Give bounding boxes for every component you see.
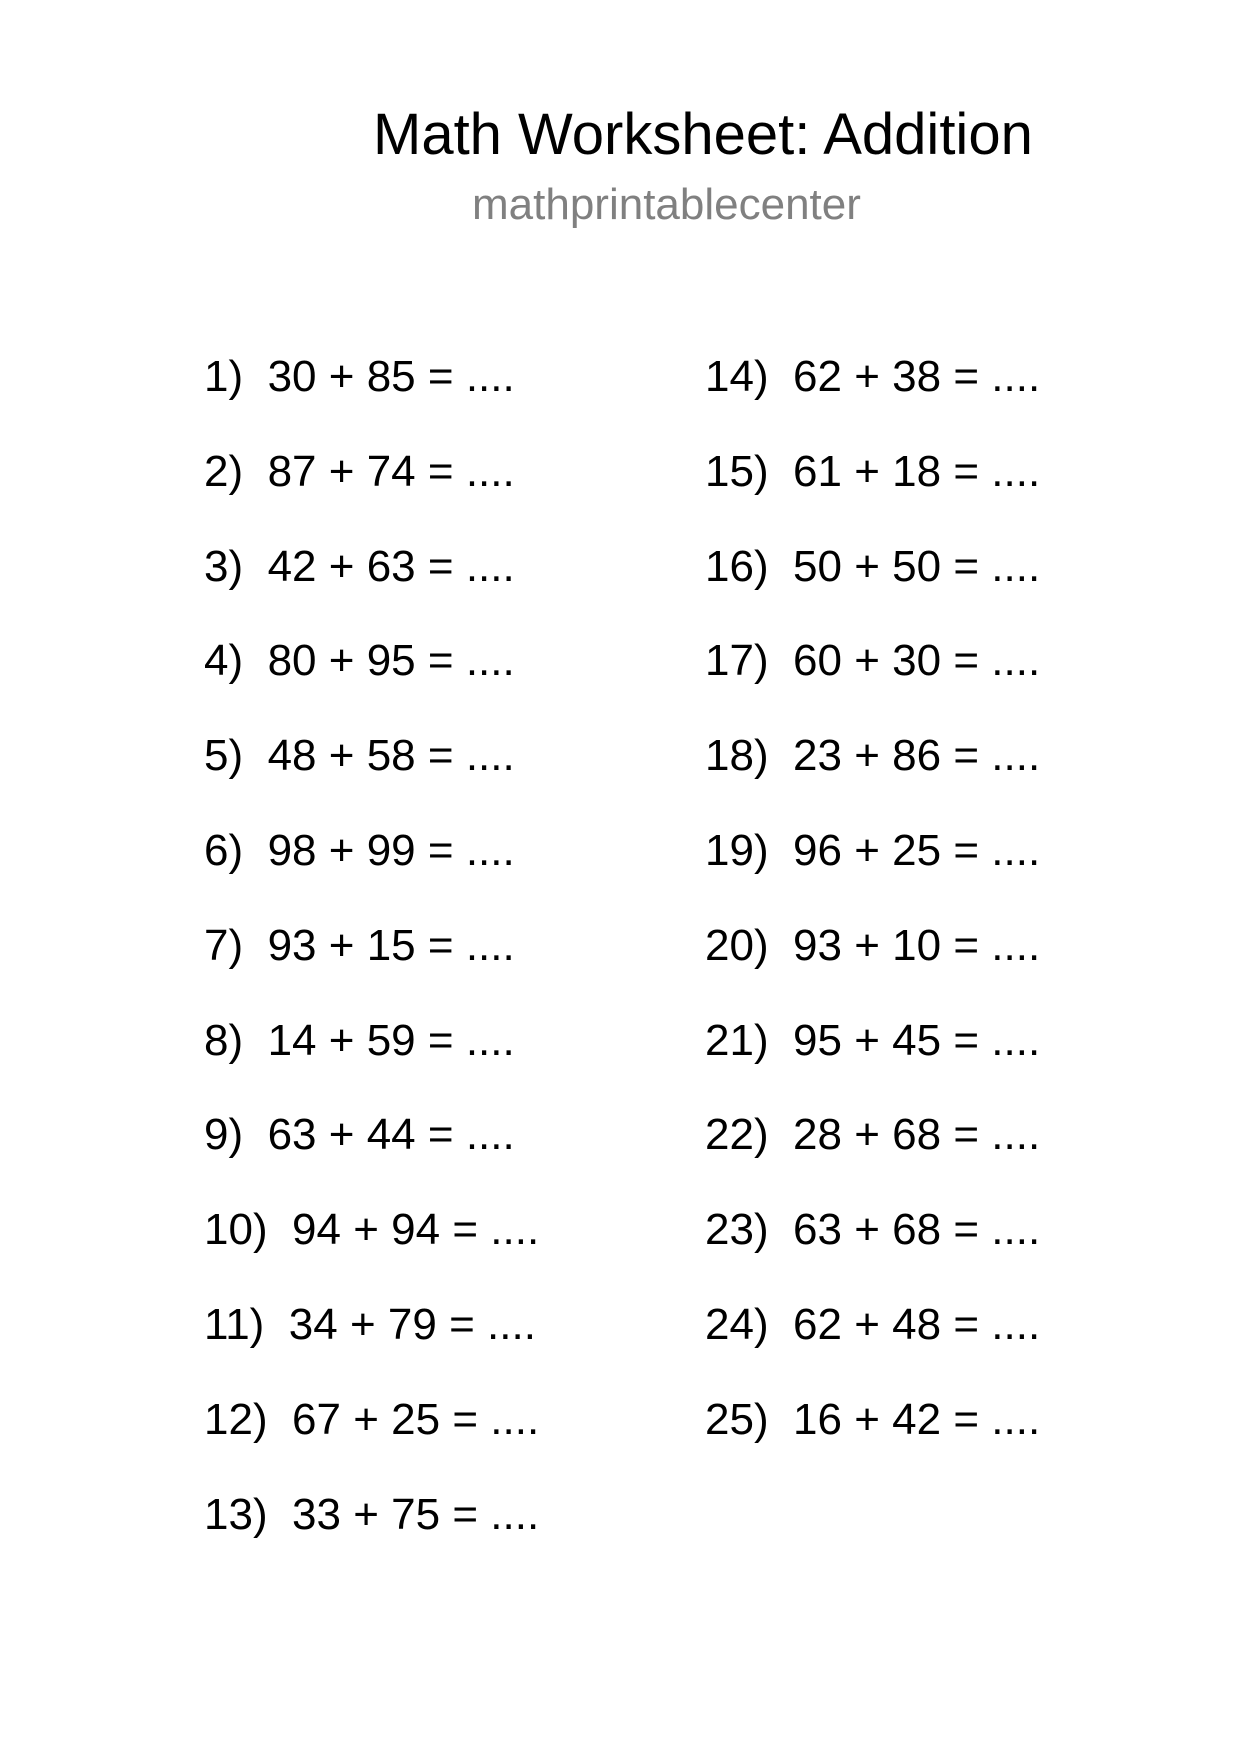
answer-blank[interactable]: ....: [465, 920, 515, 970]
problem-item: [204, 1394, 664, 1493]
operand-a: 48: [267, 731, 317, 781]
problem-item: [705, 1110, 1165, 1208]
operator: +: [328, 352, 355, 401]
answer-blank[interactable]: ....: [465, 541, 515, 591]
problem-number: 10): [204, 1205, 268, 1255]
answer-blank[interactable]: ....: [991, 1394, 1041, 1444]
problem-number: 21): [705, 1015, 769, 1065]
equals-sign: =: [953, 825, 980, 875]
operand-b: 44: [366, 1110, 416, 1160]
operand-a: 93: [793, 920, 842, 970]
operator: +: [854, 1205, 880, 1255]
problem-number: 15): [705, 446, 769, 496]
operand-a: 28: [793, 1110, 842, 1160]
operand-a: 16: [793, 1394, 842, 1444]
answer-blank[interactable]: ....: [465, 636, 515, 686]
operand-b: 25: [391, 1394, 441, 1444]
problem-item: [204, 541, 664, 640]
answer-blank[interactable]: ....: [465, 825, 515, 875]
operator: +: [328, 825, 355, 875]
problem-number: 4): [204, 636, 244, 686]
equals-sign: =: [953, 1110, 980, 1160]
operand-a: 96: [793, 825, 842, 875]
problem-number: 2): [204, 446, 244, 496]
operand-a: 93: [267, 920, 317, 970]
operator: +: [854, 1394, 880, 1444]
problem-number: 9): [204, 1110, 244, 1160]
problem-item: [705, 1205, 1165, 1303]
problem-item: [705, 636, 1165, 734]
answer-blank[interactable]: ....: [991, 1015, 1041, 1065]
operator: +: [854, 636, 880, 686]
operand-b: 42: [892, 1394, 942, 1444]
operator: +: [854, 1110, 880, 1160]
operand-b: 59: [366, 1015, 416, 1065]
operator: +: [328, 446, 355, 496]
operand-b: 45: [892, 1015, 942, 1065]
operand-b: 48: [892, 1299, 942, 1349]
operand-b: 18: [892, 446, 942, 496]
equals-sign: =: [427, 636, 454, 686]
equals-sign: =: [452, 1205, 479, 1255]
operand-b: 50: [892, 541, 942, 591]
operator: +: [854, 920, 880, 970]
operator: +: [854, 731, 880, 781]
problem-item: [705, 541, 1165, 640]
problem-number: 19): [705, 825, 769, 875]
operand-a: 80: [267, 636, 317, 686]
answer-blank[interactable]: ....: [991, 1205, 1041, 1255]
operator: +: [328, 636, 355, 686]
problem-number: 6): [204, 825, 244, 875]
operand-a: 42: [267, 541, 317, 591]
operand-a: 14: [267, 1015, 317, 1065]
operand-a: 98: [267, 825, 317, 875]
problem-number: 23): [705, 1205, 769, 1255]
problem-item: [204, 1489, 664, 1588]
operator: +: [328, 920, 355, 970]
problem-column-left: [204, 352, 664, 1587]
answer-blank[interactable]: ....: [991, 636, 1041, 686]
problem-number: 13): [204, 1489, 268, 1539]
equals-sign: =: [953, 1015, 980, 1065]
problem-item: [705, 1015, 1165, 1114]
problem-number: 17): [705, 636, 769, 686]
answer-blank[interactable]: ....: [991, 825, 1041, 875]
operand-a: 62: [793, 1299, 842, 1349]
problem-number: 14): [705, 352, 769, 401]
operand-b: 38: [892, 352, 942, 401]
operand-b: 74: [366, 446, 416, 496]
answer-blank[interactable]: ....: [465, 1110, 515, 1160]
problem-number: 7): [204, 920, 244, 970]
operand-b: 85: [366, 352, 416, 401]
problem-item: [705, 446, 1165, 545]
answer-blank[interactable]: ....: [465, 1015, 515, 1065]
problem-number: 20): [705, 920, 769, 970]
problem-number: 22): [705, 1110, 769, 1160]
operator: +: [854, 541, 880, 591]
equals-sign: =: [427, 1015, 454, 1065]
operand-b: 30: [892, 636, 942, 686]
equals-sign: =: [449, 1299, 475, 1349]
answer-blank[interactable]: ....: [991, 1299, 1041, 1349]
answer-blank[interactable]: ....: [991, 1110, 1041, 1160]
operator: +: [854, 1299, 880, 1349]
equals-sign: =: [452, 1489, 479, 1539]
operator: +: [328, 1110, 355, 1160]
problem-number: 3): [204, 541, 244, 591]
answer-blank[interactable]: ....: [991, 920, 1041, 970]
operand-a: 34: [288, 1299, 338, 1349]
equals-sign: =: [953, 352, 980, 401]
equals-sign: =: [427, 1110, 454, 1160]
problem-item: [204, 825, 664, 924]
problem-number: 16): [705, 541, 769, 591]
answer-blank[interactable]: ....: [490, 1489, 540, 1539]
equals-sign: =: [427, 446, 454, 496]
problem-number: 12): [204, 1394, 268, 1444]
worksheet-title: Math Worksheet: Addition: [373, 102, 1033, 167]
problem-number: 5): [204, 731, 244, 781]
problem-number: 1): [204, 352, 244, 401]
operator: +: [854, 1015, 880, 1065]
operand-a: 30: [267, 352, 317, 401]
operand-b: 58: [366, 731, 416, 781]
operator: +: [328, 1015, 355, 1065]
problem-item: [705, 731, 1165, 829]
answer-blank[interactable]: ....: [490, 1394, 540, 1444]
problem-number: 25): [705, 1394, 769, 1444]
answer-blank[interactable]: ....: [991, 731, 1041, 781]
equals-sign: =: [427, 731, 454, 781]
operator: +: [353, 1489, 379, 1539]
problem-item: [204, 446, 664, 545]
operand-b: 68: [892, 1205, 942, 1255]
problem-item: [705, 920, 1165, 1019]
equals-sign: =: [427, 920, 454, 970]
operand-b: 10: [892, 920, 942, 970]
operand-b: 68: [892, 1110, 942, 1160]
problem-item: [204, 1110, 664, 1208]
operand-a: 60: [793, 636, 842, 686]
operand-a: 87: [267, 446, 317, 496]
problem-number: 8): [204, 1015, 244, 1065]
operand-b: 25: [892, 825, 942, 875]
operand-a: 63: [267, 1110, 317, 1160]
operator: +: [854, 825, 880, 875]
operand-a: 63: [793, 1205, 842, 1255]
operator: +: [328, 731, 355, 781]
answer-blank[interactable]: ....: [487, 1299, 536, 1349]
equals-sign: =: [953, 1205, 980, 1255]
answer-blank[interactable]: ....: [991, 541, 1041, 591]
answer-blank[interactable]: ....: [991, 446, 1041, 496]
equals-sign: =: [452, 1394, 479, 1444]
operand-b: 95: [366, 636, 416, 686]
worksheet-subtitle: mathprintablecenter: [472, 180, 861, 229]
operand-a: 67: [292, 1394, 341, 1444]
problem-item: [204, 352, 664, 450]
operand-b: 15: [366, 920, 416, 970]
operand-b: 86: [892, 731, 942, 781]
problem-item: [204, 731, 664, 829]
equals-sign: =: [953, 1299, 980, 1349]
operand-a: 23: [793, 731, 842, 781]
problem-item: [204, 1015, 664, 1114]
answer-blank[interactable]: ....: [490, 1205, 540, 1255]
operand-a: 94: [292, 1205, 341, 1255]
operand-b: 63: [366, 541, 416, 591]
answer-blank[interactable]: ....: [465, 731, 515, 781]
equals-sign: =: [953, 541, 980, 591]
operator: +: [353, 1205, 379, 1255]
equals-sign: =: [427, 541, 454, 591]
operand-a: 95: [793, 1015, 842, 1065]
problem-item: [705, 1299, 1165, 1398]
problem-item: [705, 352, 1165, 450]
answer-blank[interactable]: ....: [465, 352, 515, 401]
equals-sign: =: [953, 636, 980, 686]
problem-item: [204, 1205, 664, 1303]
problem-number: 24): [705, 1299, 769, 1349]
operand-b: 99: [366, 825, 416, 875]
equals-sign: =: [427, 352, 454, 401]
operand-a: 62: [793, 352, 842, 401]
operand-a: 50: [793, 541, 842, 591]
problem-number: 11): [204, 1299, 265, 1349]
operator: +: [854, 446, 880, 496]
problem-item: [705, 825, 1165, 924]
operator: +: [353, 1394, 379, 1444]
operand-a: 61: [793, 446, 842, 496]
answer-blank[interactable]: ....: [465, 446, 515, 496]
equals-sign: =: [953, 920, 980, 970]
problem-item: [204, 636, 664, 734]
problem-item: [204, 1299, 664, 1398]
problem-item: [204, 920, 664, 1019]
problem-item: [705, 1394, 1165, 1493]
operator: +: [328, 541, 355, 591]
operator: +: [854, 352, 880, 401]
answer-blank[interactable]: ....: [991, 352, 1041, 401]
equals-sign: =: [953, 1394, 980, 1444]
operand-b: 79: [387, 1299, 437, 1349]
operand-b: 75: [391, 1489, 441, 1539]
operand-b: 94: [391, 1205, 441, 1255]
equals-sign: =: [427, 825, 454, 875]
operand-a: 33: [292, 1489, 341, 1539]
equals-sign: =: [953, 731, 980, 781]
operator: +: [349, 1299, 376, 1349]
problem-column-right: [705, 352, 1165, 1493]
problem-number: 18): [705, 731, 769, 781]
equals-sign: =: [953, 446, 980, 496]
